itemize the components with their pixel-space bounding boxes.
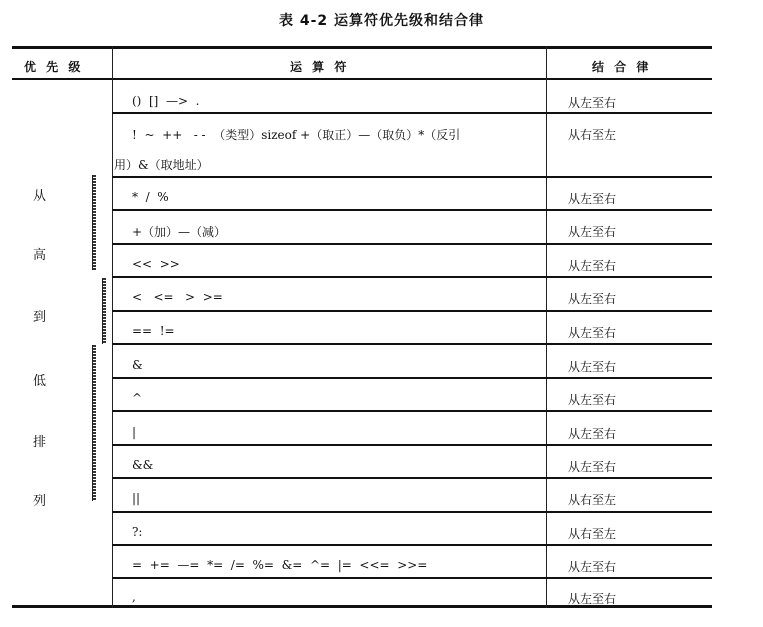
row-rule — [112, 176, 712, 178]
priority-char: 从 — [33, 189, 47, 204]
operators-cell: & — [132, 358, 143, 372]
table-top-rule — [12, 46, 712, 49]
priority-char: 列 — [33, 494, 47, 509]
row-rule — [112, 112, 712, 114]
associativity-cell: 从左至右 — [568, 259, 617, 273]
operators-cell: == != — [132, 324, 175, 338]
row-rule — [112, 577, 712, 579]
row-rule — [112, 243, 712, 245]
operators-cell: ^ — [132, 391, 143, 405]
associativity-cell: 从左至右 — [568, 360, 617, 374]
operators-cell: * / % — [132, 190, 169, 204]
operators-cell: , — [132, 590, 136, 604]
row-rule — [112, 276, 712, 278]
row-rule — [112, 410, 712, 412]
associativity-cell: 从左至右 — [568, 225, 617, 239]
row-rule — [112, 511, 712, 513]
group-bracket-3 — [92, 345, 96, 501]
operators-cell: +（加）—（减） — [132, 225, 227, 239]
associativity-cell: 从右至左 — [568, 527, 617, 541]
operators-cell: << >> — [132, 257, 180, 271]
operators-cell: = += —= *= /= %= &= ^= |= <<= >>= — [132, 558, 428, 572]
operators-cell: () [] —> . — [132, 94, 200, 108]
header-bottom-rule — [12, 78, 712, 80]
row-rule — [112, 477, 712, 479]
priority-char: 到 — [33, 310, 47, 325]
priority-char: 高 — [33, 248, 47, 263]
column-divider-left — [112, 46, 113, 608]
associativity-cell: 从右至左 — [568, 493, 617, 507]
row-rule — [112, 343, 712, 345]
associativity-cell: 从左至右 — [568, 326, 617, 340]
row-rule — [112, 310, 712, 312]
group-bracket-1 — [92, 175, 96, 270]
operators-cell: < <= > >= — [132, 290, 223, 304]
table-caption: 表 4-2 运算符优先级和结合律 — [278, 13, 485, 29]
associativity-cell: 从右至左 — [568, 128, 617, 142]
associativity-cell: 从左至右 — [568, 192, 617, 206]
associativity-cell: 从左至右 — [568, 427, 617, 441]
associativity-cell: 从左至右 — [568, 560, 617, 574]
header-priority: 优 先 级 — [24, 60, 84, 74]
priority-char: 排 — [33, 435, 47, 450]
row-rule — [112, 209, 712, 211]
associativity-cell: 从左至右 — [568, 460, 617, 474]
operators-cell: ! ~ ++ - - （类型）sizeof +（取正）—（取负）*（反引 — [132, 128, 461, 142]
operators-cell: && — [132, 458, 154, 472]
column-divider-right — [546, 46, 547, 608]
associativity-cell: 从左至右 — [568, 292, 617, 306]
header-operators: 运 算 符 — [290, 60, 350, 74]
row-rule — [112, 377, 712, 379]
operators-cell: | — [132, 425, 137, 439]
priority-char: 低 — [33, 374, 47, 389]
group-bracket-2 — [102, 278, 106, 344]
operators-cell: ?: — [132, 525, 143, 539]
associativity-cell: 从左至右 — [568, 393, 617, 407]
row-rule — [112, 544, 712, 546]
header-associativity: 结 合 律 — [592, 60, 652, 74]
operators-cell: || — [132, 491, 141, 505]
associativity-cell: 从左至右 — [568, 96, 617, 110]
operators-cell-continued: 用）&（取地址） — [114, 158, 209, 172]
associativity-cell: 从左至右 — [568, 592, 617, 606]
row-rule — [112, 444, 712, 446]
